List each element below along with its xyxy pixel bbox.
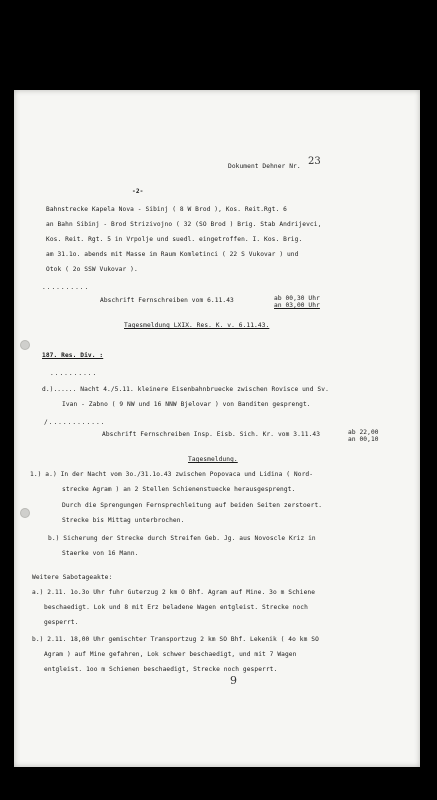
text-line: Bahnstrecke Kapela Nova - Sibinj ( 8 W Brod ), Kos. Reit.Rgt. 6 — [46, 206, 287, 213]
text-line: Otok ( 2o SSW Vukovar ). — [46, 266, 138, 273]
doc-number: 23 — [308, 156, 321, 167]
page-marker: -2- — [132, 188, 144, 195]
text-line: an Bahn Sibinj - Brod Strizivojno ( 32 (SO Brod ) Brig. Stab Andrijevci, — [46, 221, 322, 228]
text-line: gesperrt. — [44, 619, 79, 626]
text-line: b.) Sicherung der Strecke durch Streifen Geb. Jg. aus Novoscle Kriz in — [48, 535, 316, 542]
text-line: Kos. Reit. Rgt. 5 in Vrpolje und suedl. eingetroffen. I. Kos. Brig. — [46, 236, 303, 243]
dot-separator: .......... — [50, 370, 98, 377]
doc-label: Dokument Dehner Nr. — [228, 163, 301, 170]
dot-separator: /............ — [44, 419, 106, 426]
tagesmeldung-title: Tagesmeldung LXIX. Res. K. v. 6.11.43. — [124, 322, 270, 329]
text-line: a.) 2.11. 1o.3o Uhr fuhr Guterzug 2 km O Bhf. Agram auf Mine. 3o m Schiene — [32, 589, 316, 596]
time-ab-1: ab 00,30 Uhr — [274, 295, 320, 302]
text-line: d.)...... Nacht 4./5.11. kleinere Eisenbahnbruecke zwischen Rovisce und Sv. — [42, 386, 329, 393]
time-an-2: an 00,10 — [348, 436, 379, 443]
dot-separator: .......... — [42, 284, 90, 291]
punch-hole — [20, 508, 30, 518]
text-line: Staerke von 16 Mann. — [62, 550, 139, 557]
text-line: Durch die Sprengungen Fernsprechleitung auf beiden Seiten zerstoert. — [62, 502, 323, 509]
fernschreiben-2: Abschrift Fernschreiben Insp. Eisb. Sich. Kr. vom 3.11.43 — [102, 431, 321, 438]
text-line: Strecke bis Mittag unterbrochen. — [62, 517, 185, 524]
text-line: strecke Agram ) an 2 Stellen Schienenstuecke herausgesprengt. — [62, 486, 296, 493]
time-an-1: an 03,00 Uhr — [274, 302, 320, 309]
text-line: b.) 2.11. 18,00 Uhr gemischter Transportzug 2 km SO Bhf. Lekenik ( 4o km SO — [32, 636, 319, 643]
fernschreiben-1: Abschrift Fernschreiben vom 6.11.43 — [100, 297, 234, 304]
text-line: 1.) a.) In der Nacht vom 3o./31.1o.43 zwischen Popovaca und Lidina ( Nord- — [30, 471, 314, 478]
text-line: Agram ) auf Mine gefahren, Lok schwer beschaedigt, und mit 7 Wagen — [44, 651, 297, 658]
text-line: entgleist. 1oo m Schienen beschaedigt, Strecke noch gesperrt. — [44, 666, 278, 673]
division-heading: 187. Res. Div. : — [42, 352, 104, 359]
text-line: am 31.1o. abends mit Masse im Raum Komletinci ( 22 S Vukovar ) und — [46, 251, 299, 258]
punch-hole — [20, 340, 30, 350]
sabotage-title: Weitere Sabotageakte: — [32, 574, 113, 581]
footer-handwritten-number: 9 — [230, 674, 237, 687]
text-line: Ivan - Zabno ( 9 NW und 16 NNW Bjelovar ) von Banditen gesprengt. — [62, 401, 311, 408]
time-ab-2: ab 22,00 — [348, 429, 379, 436]
tagesmeldung-2-title: Tagesmeldung. — [188, 456, 238, 463]
text-line: beschaedigt. Lok und 8 mit Erz beladene Wagen entgleist. Strecke noch — [44, 604, 308, 611]
document-page — [14, 90, 420, 767]
